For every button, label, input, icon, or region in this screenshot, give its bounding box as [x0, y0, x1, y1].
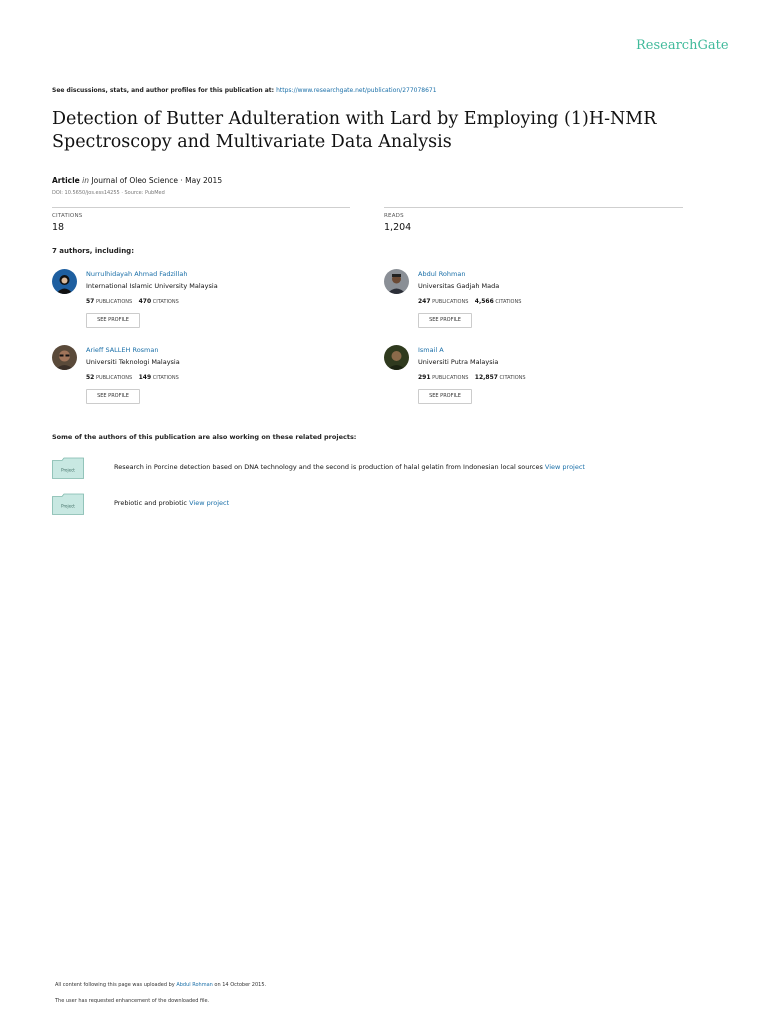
author-institution: Universitas Gadjah Mada — [418, 282, 500, 290]
author-stats — [86, 374, 179, 381]
project-folder-icon — [52, 493, 84, 515]
project-item — [52, 493, 692, 517]
author-card — [384, 269, 684, 341]
author-citations-count: 149 — [138, 374, 152, 381]
article-type: Article — [52, 176, 80, 185]
upload-note-suffix: on 14 October 2015. — [214, 982, 267, 988]
project-folder-icon — [52, 457, 84, 479]
journal-date: Journal of Oleo Science · May 2015 — [91, 176, 223, 185]
author-citations-label: CITATIONS — [495, 299, 522, 305]
doi-source: DOI: 10.5650/jos.ess14255 · Source: PubMed — [52, 190, 165, 196]
reads-value: 1,204 — [384, 222, 412, 233]
author-citations-count: 470 — [138, 298, 152, 305]
avatar[interactable] — [384, 345, 409, 370]
author-publications-label: PUBLICATIONS — [95, 299, 133, 305]
upload-note — [55, 982, 266, 988]
author-name-link[interactable]: Nurrulhidayah Ahmad Fadzillah — [86, 270, 188, 278]
author-publications-count: 52 — [86, 374, 95, 381]
project-description — [114, 499, 229, 507]
author-publications-count: 291 — [418, 374, 431, 381]
author-institution: Universiti Teknologi Malaysia — [86, 358, 180, 366]
author-citations-label: CITATIONS — [499, 375, 526, 381]
author-stats — [86, 298, 179, 305]
discussion-line — [52, 87, 437, 94]
enhancement-note: The user has requested enhancement of the downloaded file. — [55, 998, 210, 1004]
project-icon-label: Project — [61, 467, 75, 473]
author-publications-label: PUBLICATIONS — [432, 375, 469, 381]
citations-divider — [52, 207, 350, 208]
author-stats — [418, 374, 526, 381]
related-projects-heading: Some of the authors of this publication are also working on these related projects: — [52, 433, 357, 441]
researchgate-logo[interactable]: ResearchGate — [636, 38, 729, 53]
author-stats-separator — [134, 299, 137, 305]
view-project-link[interactable]: View project — [544, 463, 585, 471]
author-stats-separator — [470, 375, 473, 381]
author-citations-label: CITATIONS — [152, 375, 179, 381]
see-profile-button[interactable]: SEE PROFILE — [86, 389, 140, 404]
author-institution: Universiti Putra Malaysia — [418, 358, 499, 366]
author-stats-separator — [134, 375, 137, 381]
author-card — [52, 345, 352, 417]
author-name-link[interactable]: Ismail A — [418, 346, 444, 354]
author-card — [384, 345, 684, 417]
upload-note-prefix: All content following this page was uploaded by — [55, 982, 175, 988]
citations-value: 18 — [52, 222, 65, 233]
project-description — [114, 463, 585, 471]
avatar[interactable] — [384, 269, 409, 294]
discussion-prefix: See discussions, stats, and author profiles for this publication at: — [52, 87, 275, 94]
publication-url-link[interactable]: https://www.researchgate.net/publication/277078671 — [276, 87, 437, 94]
author-stats — [418, 298, 521, 305]
reads-divider — [384, 207, 683, 208]
author-publications-count: 57 — [86, 298, 95, 305]
avatar[interactable] — [52, 345, 77, 370]
project-icon-label: Project — [61, 503, 75, 509]
see-profile-button[interactable]: SEE PROFILE — [418, 389, 472, 404]
author-citations-count: 4,566 — [474, 298, 494, 305]
article-meta — [52, 176, 222, 185]
author-publications-label: PUBLICATIONS — [95, 375, 133, 381]
avatar[interactable] — [52, 269, 77, 294]
author-stats-separator — [470, 299, 473, 305]
author-name-link[interactable]: Arieff SALLEH Rosman — [86, 346, 159, 354]
see-profile-button[interactable]: SEE PROFILE — [86, 313, 140, 328]
see-profile-button[interactable]: SEE PROFILE — [418, 313, 472, 328]
author-card — [52, 269, 352, 341]
author-institution: International Islamic University Malaysia — [86, 282, 218, 290]
project-title: Research in Porcine detection based on DNA technology and the second is production of halal gelatin from Indonesian local sources — [114, 463, 543, 471]
project-item — [52, 457, 692, 481]
author-name-link[interactable]: Abdul Rohman — [418, 270, 466, 278]
citations-label: CITATIONS — [52, 213, 83, 219]
article-in-word: in — [82, 176, 89, 185]
article-title: Detection of Butter Adulteration with Lard by Employing (1)H-NMR Spectroscopy and Multivariate Data Analysis — [52, 109, 657, 152]
view-project-link[interactable]: View project — [189, 499, 230, 507]
authors-heading: 7 authors, including: — [52, 247, 134, 255]
author-publications-label: PUBLICATIONS — [432, 299, 469, 305]
uploader-link[interactable]: Abdul Rohman — [176, 982, 213, 988]
author-publications-count: 247 — [418, 298, 431, 305]
author-citations-label: CITATIONS — [152, 299, 179, 305]
project-title: Prebiotic and probiotic — [114, 499, 188, 507]
author-citations-count: 12,857 — [474, 374, 498, 381]
reads-label: READS — [384, 213, 404, 219]
